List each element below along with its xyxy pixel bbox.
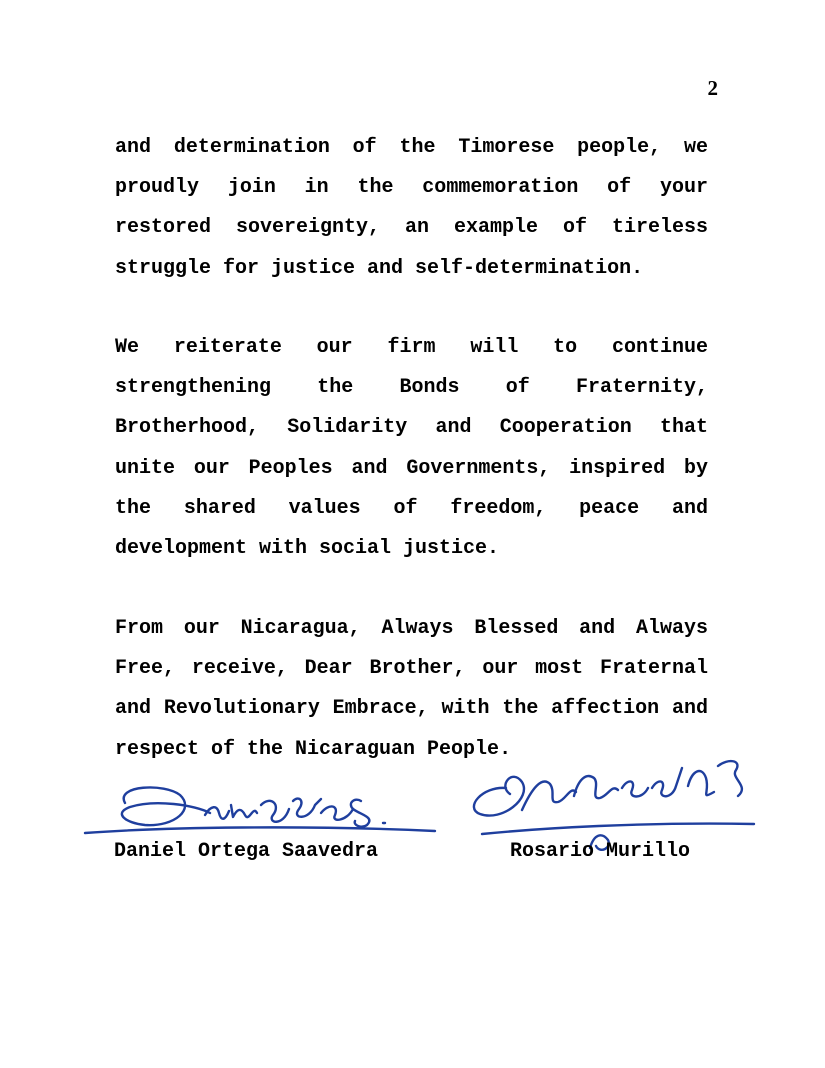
paragraph-text: We reiterate our firm will to continue strengthening the Bonds of Fraternity, Brotherhood, Solidarity and Cooperation that unite our Peoples and Governments, inspired by the shared values of freedom, peace and development with social justice. bbox=[115, 336, 708, 561]
paragraph-text: From our Nicaragua, Always Blessed and Always Free, receive, Dear Brother, our most Fraternal and Revolutionary Embrace, with the affection and respect of the Nicaraguan People. bbox=[115, 617, 708, 761]
paragraph-closing-embrace bbox=[115, 609, 708, 770]
paragraph-reiterate bbox=[115, 328, 708, 569]
signature-daniel-ortega bbox=[85, 775, 445, 845]
paragraph-text: and determination of the Timorese people, we proudly join in the commemoration of your restored sovereignty, an example of tireless struggle for justice and self-determination. bbox=[115, 136, 708, 280]
signatory-name-daniel-ortega: Daniel Ortega Saavedra bbox=[114, 840, 379, 863]
page-number: 2 bbox=[707, 76, 718, 100]
paragraph-determination bbox=[115, 128, 708, 289]
signatory-name-rosario-murillo: Rosario Murillo bbox=[510, 840, 691, 863]
